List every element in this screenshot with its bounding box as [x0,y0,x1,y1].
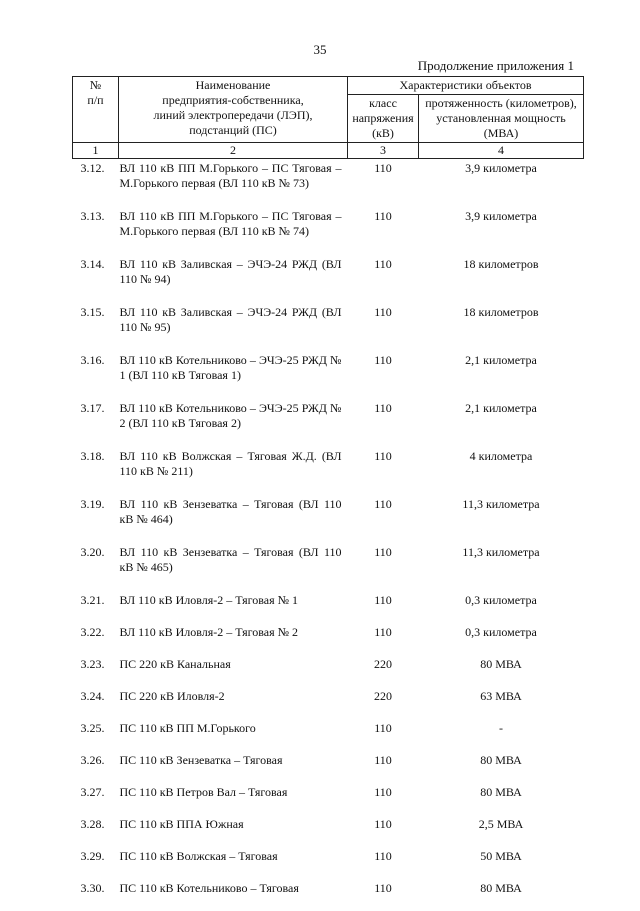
voltage-class: 110 [348,207,419,255]
object-name: ВЛ 110 кВ Котельниково – ЭЧЭ-25 РЖД № 2 (ВЛ 110 кВ Тяговая 2) [119,399,348,447]
objects-table [72,76,584,911]
length-or-capacity: 2,5 МВА [419,815,584,847]
voltage-class: 110 [348,847,419,879]
length-or-capacity: 0,3 километра [419,591,584,623]
table-row [73,719,584,751]
object-name: ПС 110 кВ Котельниково – Тяговая [119,879,348,911]
object-name: ВЛ 110 кВ ПП М.Горького – ПС Тяговая – М.Горького первая (ВЛ 110 кВ № 73) [119,159,348,208]
object-name: ВЛ 110 кВ Иловля-2 – Тяговая № 2 [119,623,348,655]
row-number: 3.28. [73,815,119,847]
length-or-capacity: - [419,719,584,751]
length-or-capacity: 4 километра [419,447,584,495]
object-name: ВЛ 110 кВ Зензеватка – Тяговая (ВЛ 110 кВ № 465) [119,543,348,591]
length-or-capacity: 0,3 километра [419,623,584,655]
table-row [73,751,584,783]
table-row [73,879,584,911]
header-length: протяженность (километров), установленная мощность (МВА) [419,95,584,143]
voltage-class: 110 [348,783,419,815]
row-number: 3.29. [73,847,119,879]
length-or-capacity: 80 МВА [419,751,584,783]
object-name: ПС 110 кВ Волжская – Тяговая [119,847,348,879]
voltage-class: 220 [348,687,419,719]
table-row [73,847,584,879]
length-or-capacity: 80 МВА [419,783,584,815]
row-number: 3.25. [73,719,119,751]
length-or-capacity: 18 километров [419,255,584,303]
continuation-caption: Продолжение приложения 1 [418,58,574,74]
voltage-class: 110 [348,255,419,303]
table-row [73,591,584,623]
length-or-capacity: 50 МВА [419,847,584,879]
row-number: 3.13. [73,207,119,255]
voltage-class: 110 [348,543,419,591]
voltage-class: 110 [348,879,419,911]
table-row [73,543,584,591]
table-row [73,351,584,399]
row-number: 3.27. [73,783,119,815]
object-name: ВЛ 110 кВ Зензеватка – Тяговая (ВЛ 110 кВ № 464) [119,495,348,543]
object-name: ПС 110 кВ Зензеватка – Тяговая [119,751,348,783]
row-number: 3.20. [73,543,119,591]
row-number: 3.26. [73,751,119,783]
col-number-3: 3 [348,143,419,159]
object-name: ПС 110 кВ ПП М.Горького [119,719,348,751]
header-voltage: класс напряжения (кВ) [348,95,419,143]
row-number: 3.30. [73,879,119,911]
table-row [73,495,584,543]
voltage-class: 220 [348,655,419,687]
object-name: ПС 220 кВ Канальная [119,655,348,687]
table-row [73,399,584,447]
object-name: ПС 110 кВ Петров Вал – Тяговая [119,783,348,815]
voltage-class: 110 [348,719,419,751]
col-number-1: 1 [73,143,119,159]
object-name: ВЛ 110 кВ Волжская – Тяговая Ж.Д. (ВЛ 110 кВ № 211) [119,447,348,495]
table-row [73,303,584,351]
length-or-capacity: 18 километров [419,303,584,351]
table-row [73,655,584,687]
row-number: 3.12. [73,159,119,208]
table-row [73,255,584,303]
object-name: ПС 220 кВ Иловля-2 [119,687,348,719]
length-or-capacity: 3,9 километра [419,207,584,255]
voltage-class: 110 [348,591,419,623]
length-or-capacity: 2,1 километра [419,399,584,447]
voltage-class: 110 [348,159,419,208]
row-number: 3.23. [73,655,119,687]
length-or-capacity: 2,1 километра [419,351,584,399]
row-number: 3.17. [73,399,119,447]
object-name: ВЛ 110 кВ ПП М.Горького – ПС Тяговая – М.Горького первая (ВЛ 110 кВ № 74) [119,207,348,255]
voltage-class: 110 [348,751,419,783]
row-number: 3.16. [73,351,119,399]
object-name: ВЛ 110 кВ Иловля-2 – Тяговая № 1 [119,591,348,623]
header-characteristics: Характеристики объектов [348,77,584,95]
voltage-class: 110 [348,303,419,351]
header-name: Наименование предприятия-собственника, линий электропередачи (ЛЭП), подстанций (ПС) [119,77,348,143]
length-or-capacity: 3,9 километра [419,159,584,208]
page-number: 35 [0,42,640,58]
table-row [73,687,584,719]
table-row [73,815,584,847]
row-number: 3.15. [73,303,119,351]
object-name: ВЛ 110 кВ Заливская – ЭЧЭ-24 РЖД (ВЛ 110 № 95) [119,303,348,351]
table-row [73,783,584,815]
row-number: 3.21. [73,591,119,623]
row-number: 3.19. [73,495,119,543]
voltage-class: 110 [348,815,419,847]
voltage-class: 110 [348,623,419,655]
table-row [73,447,584,495]
voltage-class: 110 [348,447,419,495]
object-name: ВЛ 110 кВ Заливская – ЭЧЭ-24 РЖД (ВЛ 110 № 94) [119,255,348,303]
table-row [73,623,584,655]
row-number: 3.22. [73,623,119,655]
voltage-class: 110 [348,495,419,543]
table-row [73,207,584,255]
row-number: 3.18. [73,447,119,495]
length-or-capacity: 80 МВА [419,879,584,911]
header-no: № п/п [73,77,119,143]
object-name: ПС 110 кВ ППА Южная [119,815,348,847]
table-row [73,159,584,208]
row-number: 3.24. [73,687,119,719]
voltage-class: 110 [348,351,419,399]
length-or-capacity: 11,3 километра [419,543,584,591]
col-number-2: 2 [119,143,348,159]
length-or-capacity: 11,3 километра [419,495,584,543]
voltage-class: 110 [348,399,419,447]
col-number-4: 4 [419,143,584,159]
row-number: 3.14. [73,255,119,303]
table-body [73,159,584,911]
length-or-capacity: 63 МВА [419,687,584,719]
object-name: ВЛ 110 кВ Котельниково – ЭЧЭ-25 РЖД № 1 (ВЛ 110 кВ Тяговая 1) [119,351,348,399]
length-or-capacity: 80 МВА [419,655,584,687]
